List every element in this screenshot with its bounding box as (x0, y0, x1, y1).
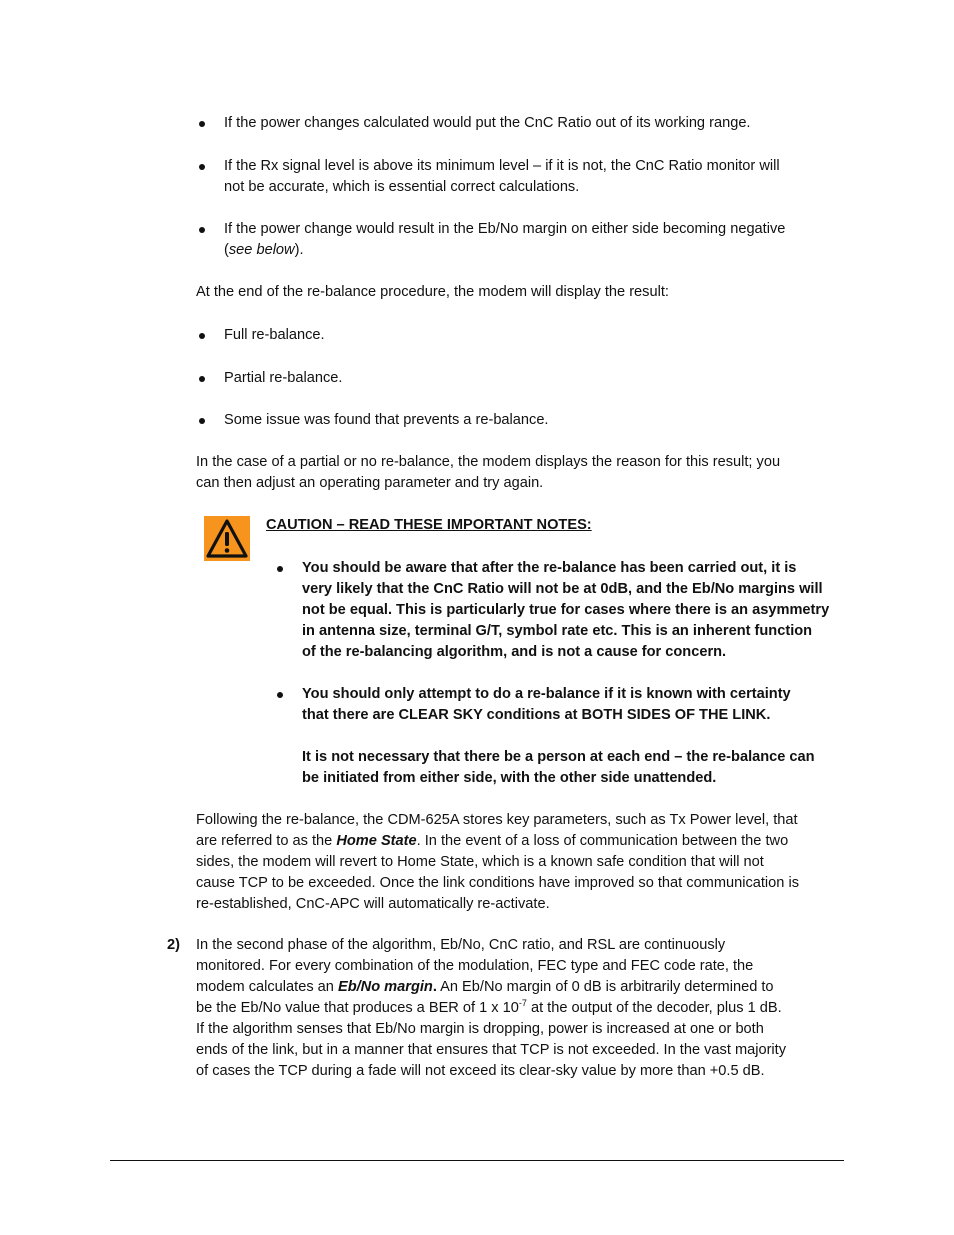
caution-item-asymmetry: You should be aware that after the re-balance has been carried out, it is very likely that the CnC Ratio will not be at 0dB, and the Eb/No margins will not be equal. This is particularly true for cases where there is an asymmetry in antenna size, terminal G/T, symbol rate etc. This is an inherent function of the re-balancing algorithm, and is not a cause for concern. (302, 560, 830, 660)
bullet-full-rebalance: Full re-balance. (224, 327, 325, 343)
bullet-marker (199, 227, 205, 233)
bullet-negative-margin: If the power change would result in the Eb/No margin on either side becoming negative (see below). (224, 221, 786, 258)
paragraph-home-state: Following the re-balance, the CDM-625A stores key parameters, such as Tx Power level, that are referred to as the Home State. In the event of a loss of communication between the two sides, the modem will revert to Home State, which is a known safe condition that will not cause TCP to be exceeded. Once the link conditions have improved so that communication is re-established, CnC-APC will automatically re-activate. (196, 812, 800, 912)
bullet-out-of-range: If the power changes calculated would put the CnC Ratio out of its working range. (224, 115, 751, 131)
bullet-marker (277, 566, 283, 572)
bullet-marker (199, 418, 205, 424)
caution-item-unattended: It is not necessary that there be a person at each end – the re-balance can be initiated from either side, with the other side unattended. (302, 749, 815, 786)
paragraph-partial-rebalance: In the case of a partial or no re-balance, the modem displays the reason for this result; you can then adjust an operating parameter and try again. (196, 454, 781, 491)
paragraph-step-2: In the second phase of the algorithm, Eb/No, CnC ratio, and RSL are continuously monitored. For every combination of the modulation, FEC type and FEC code rate, the modem calculates an Eb/No margin. An Eb/No margin of 0 dB is arbitrarily determined to be the Eb/No value that produces a BER of 1 x $10^{-7}$ at the output of the decoder, plus 1 dB. If the algorithm senses that Eb/No margin is dropping, power is increased at one or both ends of the link, but in a manner that ensures that TCP is not exceeded. In the vast majority of cases the TCP during a fade will not exceed its clear-sky value by more than +0.5 dB. (196, 937, 787, 1079)
bullet-issue-found: Some issue was found that prevents a re-balance. (224, 412, 549, 428)
warning-triangle-icon-svg (204, 516, 250, 561)
paragraph-rebalance-end: At the end of the re-balance procedure, the modem will display the result: (196, 284, 669, 300)
bullet-partial-rebalance: Partial re-balance. (224, 370, 343, 386)
warning-triangle-icon (204, 516, 250, 561)
bullet-marker (199, 121, 205, 127)
bullet-marker (199, 333, 205, 339)
bullet-marker (277, 692, 283, 698)
bullet-marker (199, 376, 205, 382)
bullet-rx-signal: If the Rx signal level is above its minimum level – if it is not, the CnC Ratio monitor will not be accurate, which is essential correct calculations. (224, 158, 780, 195)
caution-heading: CAUTION – READ THESE IMPORTANT NOTES: (266, 517, 592, 533)
bullet-marker (199, 164, 205, 170)
footer-rule (110, 1160, 844, 1161)
caution-item-clear-sky: You should only attempt to do a re-balance if it is known with certainty that there are CLEAR SKY conditions at BOTH SIDES OF THE LINK. (302, 686, 791, 723)
step-number: 2) (167, 937, 180, 953)
